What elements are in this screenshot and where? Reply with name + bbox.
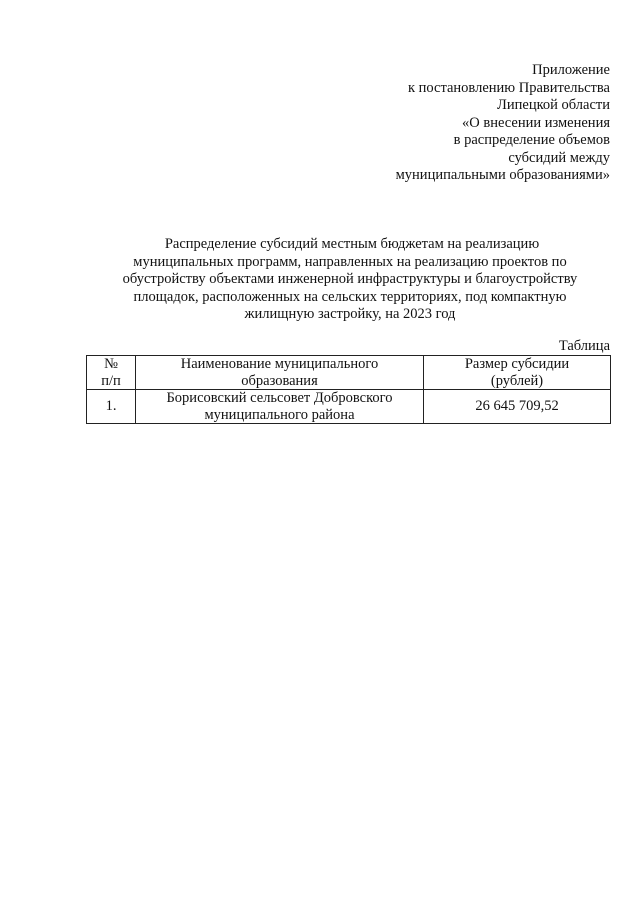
header-municipality xyxy=(136,356,424,390)
appendix-header xyxy=(310,62,610,185)
header-amount-line: Размер субсидии xyxy=(464,356,570,372)
title-line: жилищную застройку, на 2023 год xyxy=(244,306,456,322)
header-amount xyxy=(424,356,611,390)
cell-municipality-line: Борисовский сельсовет Добровского xyxy=(166,390,393,406)
appendix-line: муниципальными образованиями» xyxy=(395,167,610,183)
appendix-line: субсидий между xyxy=(508,149,610,166)
cell-number: 1. xyxy=(87,390,136,424)
cell-municipality xyxy=(136,390,424,424)
appendix-line: Липецкой области xyxy=(497,97,610,113)
header-number-line: № xyxy=(104,356,118,372)
header-number xyxy=(87,356,136,390)
document-title xyxy=(90,236,610,324)
header-number-line: п/п xyxy=(101,372,121,389)
header-amount-line: (рублей) xyxy=(490,372,544,389)
subsidy-table xyxy=(86,355,611,424)
title-line: Распределение субсидий местным бюджетам на реализацию xyxy=(164,236,540,252)
appendix-line: к постановлению Правительства xyxy=(408,79,610,96)
header-municipality-line: образования xyxy=(241,372,318,389)
title-line: муниципальных программ, направленных на реализацию проектов по xyxy=(133,253,567,270)
appendix-line: «О внесении изменения xyxy=(462,114,610,131)
table-header-row xyxy=(87,356,611,390)
table-caption: Таблица xyxy=(558,338,610,354)
title-line: площадок, расположенных на сельских территориях, под компактную xyxy=(133,288,567,305)
table-row xyxy=(87,390,611,424)
cell-amount: 26 645 709,52 xyxy=(424,390,611,424)
header-municipality-line: Наименование муниципального xyxy=(180,356,379,372)
appendix-line: в распределение объемов xyxy=(453,132,610,148)
appendix-line: Приложение xyxy=(532,62,610,78)
cell-municipality-line: муниципального района xyxy=(204,406,355,423)
title-line: обустройству объектами инженерной инфраструктуры и благоустройству xyxy=(122,271,578,287)
